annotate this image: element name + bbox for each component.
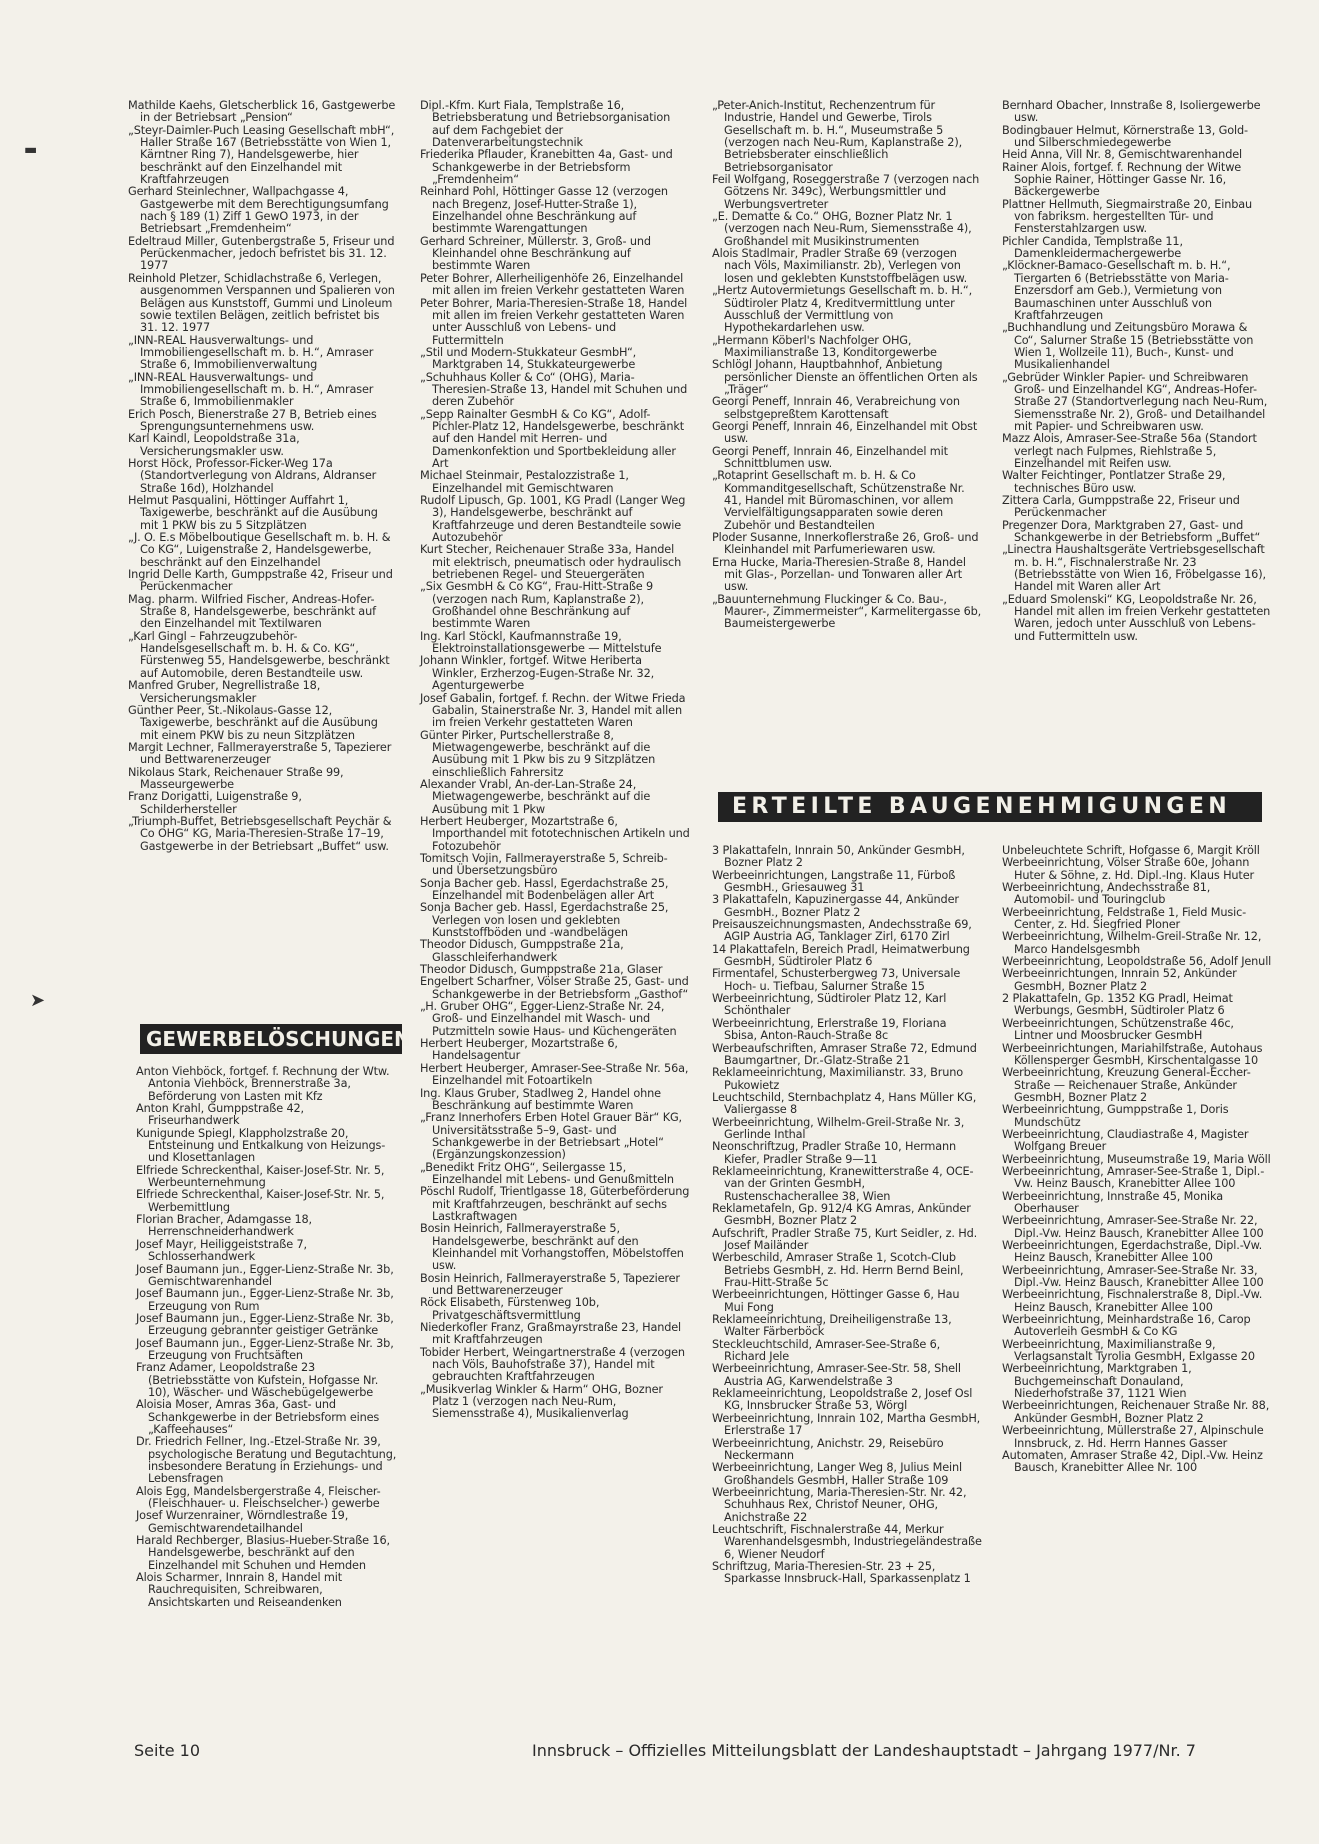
list-entry: Werbeeinrichtungen, Langstraße 11, Fürboß GesmbH., Griesauweg 31 (712, 868, 956, 895)
list-entry: Automaten, Amraser Straße 42, Dipl.-Vw. Heinz Bausch, Kranebitter Allee Nr. 100 (1002, 1448, 1263, 1475)
list-entry: „Steyr-Daimler-Puch Leasing Gesellschaft mbH“, Haller Straße 167 (Betriebsstätte von Wien 1, Kärntner Ring 7), Handelsgewerbe, hier beschränkt auf den Einzelhandel mit Kraftfahrzeugen (128, 123, 395, 187)
list-entry: Josef Mayr, Heiliggeiststraße 7, Schlosserhandwerk (136, 1237, 307, 1264)
footer-title: Innsbruck – Offizielles Mitteilungsblatt der Landeshauptstadt – Jahrgang 1977/Nr. 7 (532, 1741, 1196, 1760)
list-entry: „Gebrüder Winkler Papier- und Schreibwaren Groß- und Einzelhandel KG“, Andreas-Hofer-Straße 27 (Standortverlegung nach Neu-Rum, Siemensstraße Nr. 2), Groß- und Detailhandel mit Papier- und Schreibwaren usw. (1002, 370, 1268, 433)
list-entry: Mag. pharm. Wilfried Fischer, Andreas-Hofer-Straße 8, Handelsgewerbe, beschränkt auf den Einzelhandel mit Textilwaren (128, 592, 376, 631)
list-entry: Werbeeinrichtung, Museumstraße 19, Maria Wöll (1002, 1152, 1271, 1166)
list-entry: Bodingbauer Helmut, Körnerstraße 13, Gold- und Silberschmiedegewerbe (1002, 123, 1248, 150)
list-entry: Mazz Alois, Amraser-See-Straße 56a (Standort verlegt nach Fulpmes, Riehlstraße 5, Einzelhandel mit Reifen usw. (1002, 432, 1257, 470)
list-entry: „Musikverlag Winkler & Harm“ OHG, Bozner Platz 1 (verzogen nach Neu-Rum, Siemensstraße 4), Musikalienverlag (420, 1382, 663, 1421)
list-entry: Gerhard Schreiner, Müllerstr. 3, Groß- und Kleinhandel ohne Beschränkung auf bestimmte Waren (420, 234, 651, 273)
list-entry: „Buchhandlung und Zeitungsbüro Morawa & Co“, Salurner Straße 15 (Betriebsstätte von Wien 1, Wollzeile 11), Buch-, Kunst- und Musikalienhandel (1002, 321, 1254, 372)
list-entry: „Hertz Autovermietungs Gesellschaft m. b. H.“, Südtiroler Platz 4, Kreditvermittlung unter Ausschluß der Vermittlung von Hypothekardarlehen usw. (712, 284, 973, 335)
list-entry: Ingrid Delle Karth, Gumppstraße 42, Friseur und Perückenmacher (128, 568, 393, 594)
list-entry: Werbeeinrichtungen, Höttinger Gasse 6, Hau Mui Fong (712, 1288, 960, 1314)
list-entry: Günther Peer, St.-Nikolaus-Gasse 12, Taxigewerbe, beschränkt auf die Ausübung mit einem PKW bis zu neun Sitzplätzen (128, 703, 378, 742)
list-entry: Edeltraud Miller, Gutenbergstraße 5, Friseur und Perückenmacher, jedoch befristet bis 31. 12. 1977 (128, 234, 395, 273)
list-entry: Franz Dorigatti, Luigenstraße 9, Schilderhersteller (128, 790, 302, 816)
list-entry: Bosin Heinrich, Fallmerayerstraße 5, Tapezierer und Bettwarenerzeuger (420, 1271, 680, 1297)
list-entry: Sonja Bacher geb. Hassl, Egerdachstraße 25, Einzelhandel mit Bodenbelägen aller Art (420, 876, 669, 902)
list-entry: Walter Feichtinger, Pontlatzer Straße 29, technisches Büro usw. (1002, 469, 1226, 495)
list-entry: „INN-REAL Hausverwaltungs- und Immobiliengesellschaft m. b. H.“, Amraser Straße 6, Immobilienmakler (128, 370, 374, 409)
list-entry: Zittera Carla, Gumppstraße 22, Friseur und Perückenmacher (1002, 494, 1240, 520)
list-entry: Werbeeinrichtung, Amraser-See-Str. 58, Shell Austria AG, Karwendelstraße 3 (712, 1362, 961, 1388)
column-3-top (712, 100, 982, 631)
list-entry: Manfred Gruber, Negrellistraße 18, Versicherungsmakler (128, 679, 321, 705)
list-entry: Aloisia Moser, Amras 36a, Gast- und Schankgewerbe in der Betriebsform eines „Kaffeehauses“ (136, 1398, 380, 1436)
column-1-top (128, 100, 398, 853)
list-entry: „Linectra Haushaltsgeräte Vertriebsgesellschaft m. b. H.“, Fischnalerstraße Nr. 23 (Betriebsstätte von Wien 16, Fröbelgasse 16), Handel mit Waren aller Art (1002, 543, 1266, 594)
list-entry: Peter Bohrer, Maria-Theresien-Straße 18, Handel mit allen im freien Verkehr gestatteten Waren unter Ausschluß von Lebens- und Futtermitteln (420, 296, 688, 347)
list-entry: Werbeaufschriften, Amraser Straße 72, Edmund Baumgartner, Dr.-Glatz-Straße 21 (712, 1041, 977, 1067)
list-entry: Reklameeinrichtung, Leopoldstraße 2, Josef Osl KG, Innsbrucker Straße 53, Wörgl (712, 1387, 973, 1413)
list-entry: Schriftzug, Maria-Theresien-Str. 23 + 25, Sparkasse Innsbruck-Hall, Sparkassenplatz 1 (712, 1559, 971, 1586)
list-entry: Werbeeinrichtung, Wilhelm-Greil-Straße Nr. 3, Gerlinde Inthal (712, 1115, 965, 1141)
list-entry: Werbeeinrichtung, Wilhelm-Greil-Straße Nr. 12, Marco Handelsgesmbh (1002, 930, 1262, 956)
list-entry: Kunigunde Spiegl, Klappholzstraße 20, Entsteinung und Entkalkung von Heizungs- und Klosettanlagen (136, 1126, 386, 1165)
page-number: Seite 10 (134, 1741, 201, 1760)
list-entry: Georgi Peneff, Innrain 46, Einzelhandel mit Obst usw. (712, 419, 978, 446)
list-entry: Florian Bracher, Adamgasse 18, Herrenschneiderhandwerk (136, 1213, 312, 1239)
list-entry: Werbeeinrichtungen, Schützenstraße 46c, Lintner und Moosbrucker GesmbH (1002, 1016, 1234, 1043)
list-entry: Theodor Didusch, Gumppstraße 21a, Glasschleiferhandwerk (420, 938, 624, 964)
list-entry: „Hermann Köberl's Nachfolger OHG, Maximilianstraße 13, Konditorgewerbe (712, 333, 937, 359)
list-entry: Reklameeinrichtung, Dreiheiligenstraße 13, Walter Färberböck (712, 1313, 952, 1339)
list-entry: „Bauunternehmung Fluckinger & Co. Bau-, Maurer-, Zimmermeister“, Karmelitergasse 6b, Baumeistergewerbe (712, 592, 982, 631)
list-entry: Anton Krahl, Gumppstraße 42, Friseurhandwerk (136, 1102, 305, 1128)
list-entry: Werbeschild, Amraser Straße 1, Scotch-Club Betriebs GesmbH, z. Hd. Herrn Bernd Beinl, Frau-Hitt-Straße 5c (712, 1251, 964, 1290)
list-entry: Georgi Peneff, Innrain 46, Einzelhandel mit Schnittblumen usw. (712, 444, 948, 470)
list-entry: Pöschl Rudolf, Trientlgasse 18, Güterbeförderung mit Kraftfahrzeugen, beschränkt auf sechs Lastkraftwagen (420, 1185, 690, 1223)
list-entry: Werbeeinrichtung, Langer Weg 8, Julius Meinl Großhandels GesmbH, Haller Straße 109 (712, 1461, 962, 1487)
list-entry: Josef Baumann jun., Egger-Lienz-Straße Nr. 3b, Erzeugung gebrannter geistiger Getränke (136, 1311, 394, 1338)
column-2 (420, 100, 690, 1421)
list-entry: Josef Gabalin, fortgef. f. Rechn. der Witwe Frieda Gabalin, Stainerstraße Nr. 3, Handel mit allen im freien Verkehr gestatteten Waren (420, 691, 686, 730)
list-entry: Werbeeinrichtung, Amraser-See-Straße Nr. 22, Dipl.-Vw. Heinz Bausch, Kranebitter Allee 100 (1002, 1214, 1264, 1240)
list-entry: Reklametafeln, Gp. 912/4 KG Amras, Ankünder GesmbH, Bozner Platz 2 (712, 1201, 971, 1228)
list-entry: Alexander Vrabl, An-der-Lan-Straße 24, Mietwagengewerbe, beschränkt auf die Ausübung mit 1 Pkw (420, 777, 651, 816)
column-3-bottom (712, 845, 982, 1586)
list-entry: „Karl Gingl – Fahrzeugzubehör-Handelsgesellschaft m. b. H. & Co. KG“, Fürstenweg 55, Handelsgewerbe, beschränkt auf Automobile, deren Bestandteile usw. (128, 629, 390, 680)
list-entry: Ing. Klaus Gruber, Stadlweg 2, Handel ohne Beschränkung auf bestimmte Waren (420, 1086, 661, 1112)
list-entry: „Stil und Modern-Stukkateur GesmbH“, Marktgraben 14, Stukkateurgewerbe (420, 345, 637, 372)
list-entry: Werbeeinrichtung, Müllerstraße 27, Alpinschule Innsbruck, z. Hd. Herrn Hannes Gasser (1002, 1424, 1264, 1450)
list-entry: Reinhold Pletzer, Schidlachstraße 6, Verlegen, ausgenommen Verspannen und Spalieren von Belägen aus Kunststoff, Gummi und Linoleum sowie textilen Belägen, zeitlich befristet bis 31. 12. 1977 (128, 271, 395, 335)
list-entry: 3 Plakattafeln, Kapuzinergasse 44, Ankünder GesmbH., Bozner Platz 2 (712, 893, 959, 919)
list-entry: Herbert Heuberger, Mozartstraße 6, Importhandel mit fototechnischen Artikeln und Fotozubehör (420, 814, 690, 853)
list-entry: Leuchtschild, Sternbachplatz 4, Hans Müller KG, Valiergasse 8 (712, 1090, 977, 1117)
list-entry: Engelbert Scharfner, Völser Straße 25, Gast- und Schankgewerbe in der Betriebsform „Gasthof“ (420, 975, 689, 1001)
list-entry: Alois Scharmer, Innrain 8, Handel mit Rauchrequisiten, Schreibwaren, Ansichtskarten und Reiseandenken (136, 1571, 343, 1609)
list-entry: Kurt Stecher, Reichenauer Straße 33a, Handel mit elektrisch, pneumatisch oder hydraulisch betriebenen Regel- und Steuergeräten (420, 543, 682, 582)
list-entry: Bosin Heinrich, Fallmerayerstraße 5, Handelsgewerbe, beschränkt auf den Kleinhandel mit Vorhangstoffen, Möbelstoffen usw. (420, 1222, 684, 1273)
list-entry: Werbeeinrichtung, Amraser-See-Straße 1, Dipl.-Vw. Heinz Bausch, Kranebitter Allee 100 (1002, 1164, 1265, 1191)
margin-arrow-mark: ➤ (30, 990, 46, 1011)
list-entry: Alois Stadlmair, Pradler Straße 69 (verzogen nach Völs, Maximilianstr. 2b), Verlegen von losen und geklebten Kunststoffbelägen usw. (712, 247, 968, 285)
list-entry: Preisauszeichnungsmasten, Andechsstraße 69, AGIP Austria AG, Tanklager Zirl, 6170 Zirl (712, 918, 972, 944)
list-entry: „Triumph-Buffet, Betriebsgesellschaft Peychär & Co OHG“ KG, Maria-Theresien-Straße 17–19, Gastgewerbe in der Betriebsart „Buffet“ usw. (128, 814, 392, 853)
list-entry: Aufschrift, Pradler Straße 75, Kurt Seidler, z. Hd. Josef Mailänder (712, 1226, 978, 1252)
list-entry: Rudolf Lipusch, Gp. 1001, KG Pradl (Langer Weg 3), Handelsgewerbe, beschränkt auf Kraftfahrzeuge und deren Bestandteile sowie Autozubehör (420, 494, 686, 545)
list-entry: Josef Wurzenrainer, Wörndlestraße 19, Gemischtwarendetailhandel (136, 1509, 349, 1535)
list-entry: Reklameeinrichtung, Kranewitterstraße 4, OCE-van der Grinten GesmbH, Rustenschacherallee 38, Wien (712, 1164, 974, 1203)
list-entry: Werbeeinrichtung, Erlerstraße 19, Floriana Sbisa, Anton-Rauch-Straße 8c (712, 1016, 947, 1043)
list-entry: „Franz Innerhofers Erben Hotel Grauer Bär“ KG, Universitätsstraße 5–9, Gast- und Schankgewerbe in der Betriebsart „Hotel“ (Ergänzungskonzession) (420, 1111, 682, 1162)
list-entry: Werbeeinrichtung, Andechsstraße 81, Automobil- und Touringclub (1002, 881, 1211, 907)
list-entry: Ing. Karl Stöckl, Kaufmannstraße 19, Elektroinstallationsgewerbe — Mittelstufe (420, 629, 662, 656)
list-entry: Josef Baumann jun., Egger-Lienz-Straße Nr. 3b, Gemischtwarenhandel (136, 1262, 394, 1288)
list-entry: Elfriede Schreckenthal, Kaiser-Josef-Str. Nr. 5, Werbeunternehmung (136, 1163, 385, 1190)
list-entry: Pregenzer Dora, Marktgraben 27, Gast- und Schankgewerbe in der Betriebsform „Buffet“ (1002, 518, 1261, 545)
list-entry: Dr. Friedrich Fellner, Ing.-Etzel-Straße Nr. 39, psychologische Beratung und Begutachtung, insbesondere Beratung in Erziehungs- und Lebensfragen (136, 1435, 397, 1486)
list-entry: Tobider Herbert, Weingartnerstraße 4 (verzogen nach Völs, Bauhofstraße 37), Handel mit gebrauchten Kraftfahrzeugen (420, 1345, 685, 1384)
list-entry: Herbert Heuberger, Amraser-See-Straße Nr. 56a, Einzelhandel mit Fotoartikeln (420, 1061, 689, 1088)
list-entry: Anton Viehböck, fortgef. f. Rechnung der Wtw. Antonia Viehböck, Brennerstraße 3a, Beförderung von Lasten mit Kfz (136, 1065, 390, 1103)
list-entry: Pichler Candida, Templstraße 11, Damenkleidermachergewerbe (1002, 234, 1183, 261)
margin-dash-mark: ▬ (24, 142, 38, 158)
list-entry: „Eduard Smolenski“ KG, Leopoldstraße Nr. 26, Handel mit allen im freien Verkehr gestatteten Waren, jedoch unter Ausschluß von Lebens- und Futtermitteln usw. (1002, 592, 1271, 643)
list-entry: 2 Plakattafeln, Gp. 1352 KG Pradl, Heimat Werbungs, GesmbH, Südtiroler Platz 6 (1002, 992, 1233, 1018)
list-entry: „J. O. E.s Möbelboutique Gesellschaft m. b. H. & Co KG“, Luigenstraße 2, Handelsgewerbe, beschränkt auf den Einzelhandel (128, 531, 391, 569)
list-entry: Margit Lechner, Fallmerayerstraße 5, Tapezierer und Bettwarenerzeuger (128, 740, 392, 767)
list-entry: Harald Rechberger, Blasius-Hueber-Straße 16, Handelsgewerbe, beschränkt auf den Einzelhandel mit Schuhen und Hemden (136, 1534, 390, 1572)
list-entry: Bernhard Obacher, Innstraße 8, Isoliergewerbe usw. (1002, 99, 1261, 125)
list-entry: Werbeeinrichtung, Anichstr. 29, Reisebüro Neckermann (712, 1436, 944, 1462)
list-entry: Niederkofler Franz, Graßmayrstraße 23, Handel mit Kraftfahrzeugen (420, 1321, 682, 1347)
list-entry: Werbeeinrichtungen, Egerdachstraße, Dipl.-Vw. Heinz Bausch, Kranebitter Allee 100 (1002, 1239, 1263, 1265)
list-entry: Leuchtschrift, Fischnalerstraße 44, Merkur Warenhandelsgesmbh, Industriegeländestraße 6, Wiener Neudorf (712, 1522, 982, 1561)
list-entry: Werbeeinrichtung, Maria-Theresien-Str. Nr. 42, Schuhhaus Rex, Christof Neuner, OHG, Anichstraße 22 (712, 1485, 967, 1524)
list-entry: Reklameeinrichtung, Maximilianstr. 33, Bruno Pukowietz (712, 1066, 964, 1092)
list-entry: Werbeeinrichtung, Südtiroler Platz 12, Karl Schönthaler (712, 992, 947, 1018)
list-entry: „INN-REAL Hausverwaltungs- und Immobiliengesellschaft m. b. H.“, Amraser Straße 6, Immobilienverwaltung (128, 333, 374, 372)
list-entry: Unbeleuchtete Schrift, Hofgasse 6, Margit Kröll (1002, 844, 1260, 857)
list-entry: Günter Pirker, Purtschellerstraße 8, Mietwagengewerbe, beschränkt auf die Ausübung mit 1 Pkw bis zu 9 Sitzplätzen einschließlich Fahrersitz (420, 728, 656, 779)
list-entry: Erna Hucke, Maria-Theresien-Straße 8, Handel mit Glas-, Porzellan- und Tonwaren aller Art usw. (712, 555, 966, 594)
list-entry: Elfriede Schreckenthal, Kaiser-Josef-Str. Nr. 5, Werbemittlung (136, 1188, 385, 1214)
column-4-bottom (1002, 845, 1272, 1475)
list-entry: Werbeeinrichtung, Kreuzung General-Eccher-Straße — Reichenauer Straße, Ankünder GesmbH, Bozner Platz 2 (1002, 1066, 1251, 1104)
list-entry: Werbeeinrichtung, Fischnalerstraße 8, Dipl.-Vw. Heinz Bausch, Kranebitter Allee 100 (1002, 1288, 1263, 1314)
list-entry: „Peter-Anich-Institut, Rechenzentrum für Industrie, Handel und Gewerbe, Tirols Gesellschaft m. b. H.“, Museumstraße 5 (verzogen nach Neu-Rum, Kaplanstraße 2), Betriebsberater einschließlich Betriebsorganisator (712, 99, 963, 174)
column-4-top (1002, 100, 1272, 643)
list-entry: Werbeeinrichtung, Maximilianstraße 9, Verlagsanstalt Tyrolia GesmbH, Exlgasse 20 (1002, 1337, 1255, 1364)
column-1-bottom (136, 1066, 398, 1609)
list-entry: Werbeeinrichtung, Claudiastraße 4, Magister Wolfgang Breuer (1002, 1127, 1249, 1154)
list-entry: Friederika Pflauder, Kranebitten 4a, Gast- und Schankgewerbe in der Betriebsform „Fremdenheim“ (420, 148, 673, 187)
list-entry: Plattner Hellmuth, Siegmairstraße 20, Einbau von fabriksm. hergestellten Tür- und Fensterstahlzargen usw. (1002, 197, 1253, 236)
list-entry: Ploder Susanne, Innerkoflerstraße 26, Groß- und Kleinhandel mit Parfumeriewaren usw. (712, 531, 979, 557)
list-entry: Alois Egg, Mandelsbergerstraße 4, Fleischer-(Fleischhauer- u. Fleischselcher-) gewerbe (136, 1484, 381, 1511)
list-entry: „Rotaprint Gesellschaft m. b. H. & Co Kommanditgesellschaft, Schützenstraße Nr. 41, Handel mit Büromaschinen, vor allem Vervielfältigungsapparaten sowie deren Zubehör und Bestandteilen (712, 469, 965, 532)
baugenehmigungen-heading: ERTEILTE BAUGENEHMIGUNGEN (718, 792, 1262, 822)
list-entry: Dipl.-Kfm. Kurt Fiala, Templstraße 16, Betriebsberatung und Betriebsorganisation auf dem Fachgebiet der Datenverarbeitungstechnik (420, 99, 671, 150)
list-entry: Steckleuchtschild, Amraser-See-Straße 6, Richard Jele (712, 1337, 941, 1364)
list-entry: Werbeeinrichtungen, Innrain 52, Ankünder GesmbH, Bozner Platz 2 (1002, 967, 1237, 993)
list-entry: Michael Steinmair, Pestalozzistraße 1, Einzelhandel mit Gemischtwaren (420, 469, 629, 495)
list-entry: Georgi Peneff, Innrain 46, Verabreichung von selbstgepreßtem Karottensaft (712, 395, 960, 421)
list-entry: „E. Dematte & Co.“ OHG, Bozner Platz Nr. 1 (verzogen nach Neu-Rum, Siemensstraße 4), Großhandel mit Musikinstrumenten (712, 210, 972, 248)
list-entry: Werbeeinrichtung, Innrain 102, Martha GesmbH, Erlerstraße 17 (712, 1411, 981, 1438)
list-entry: Mathilde Kaehs, Gletscherblick 16, Gastgewerbe in der Betriebsart „Pension“ (128, 99, 396, 125)
list-entry: Werbeeinrichtung, Leopoldstraße 56, Adolf Jenull (1002, 955, 1272, 969)
list-entry: Feil Wolfgang, Roseggerstraße 7 (verzogen nach Götzens Nr. 349c), Werbungsmittler und Werbungsvertreter (712, 173, 980, 211)
list-entry: Josef Baumann jun., Egger-Lienz-Straße Nr. 3b, Erzeugung von Rum (136, 1287, 394, 1313)
list-entry: Johann Winkler, fortgef. Witwe Heriberta Winkler, Erzherzog-Eugen-Straße Nr. 32, Agenturgewerbe (420, 654, 655, 693)
list-entry: Nikolaus Stark, Reichenauer Straße 99, Masseurgewerbe (128, 765, 344, 791)
list-entry: „Benedikt Fritz OHG“, Seilergasse 15, Einzelhandel mit Lebens- und Genußmitteln (420, 1160, 674, 1186)
list-entry: Horst Höck, Professor-Ficker-Weg 17a (Standortverlegung von Aldrans, Aldranser Straße 16d), Holzhandel (128, 456, 377, 495)
list-entry: Werbeeinrichtung, Marktgraben 1, Buchgemeinschaft Donauland, Niederhofstraße 37, 1121 Wien (1002, 1362, 1192, 1401)
list-entry: Röck Elisabeth, Fürstenweg 10b, Privatgeschäftsvermittlung (420, 1296, 600, 1322)
gewerbeloeschungen-heading: GEWERBELÖSCHUNGEN (140, 1024, 402, 1054)
list-entry: Firmentafel, Schusterbergweg 73, Universale Hoch- u. Tiefbau, Salurner Straße 15 (712, 967, 961, 993)
list-entry: „Six GesmbH & Co KG“, Frau-Hitt-Straße 9 (verzogen nach Rum, Kaplanstraße 2), Großhandel ohne Beschränkung auf bestimmte Waren (420, 580, 654, 631)
list-entry: „Sepp Rainalter GesmbH & Co KG“, Adolf-Pichler-Platz 12, Handelsgewerbe, beschränkt auf den Handel mit Herren- und Damenkonfektion und Sportbekleidung aller Art (420, 407, 684, 470)
list-entry: Peter Bohrer, Allerheiligenhöfe 26, Einzelhandel mit allen im freien Verkehr gestatteten Waren (420, 271, 685, 298)
list-entry: Karl Kaindl, Leopoldstraße 31a, Versicherungsmakler usw. (128, 432, 300, 458)
list-entry: Tomitsch Vojin, Fallmerayerstraße 5, Schreib- und Übersetzungsbüro (420, 851, 668, 878)
list-entry: Rainer Alois, fortgef. f. Rechnung der Witwe Sophie Rainer, Höttinger Gasse Nr. 16, Bäckergewerbe (1002, 160, 1242, 199)
list-entry: 3 Plakattafeln, Innrain 50, Ankünder GesmbH, Bozner Platz 2 (712, 844, 965, 870)
list-entry: „H. Gruber OHG“, Egger-Lienz-Straße Nr. 24, Groß- und Einzelhandel mit Wasch- und Putzmitteln sowie Haus- und Küchengeräten (420, 1000, 677, 1038)
list-entry: Erich Posch, Bienerstraße 27 B, Betrieb eines Sprengungsunternehmens usw. (128, 407, 377, 433)
list-entry: Reinhard Pohl, Höttinger Gasse 12 (verzogen nach Bregenz, Josef-Hutter-Straße 1), Einzelhandel ohne Beschränkung auf bestimmte Warengattungen (420, 185, 668, 236)
list-entry: „Schuhhaus Koller & Co“ (OHG), Maria-Theresien-Straße 13, Handel mit Schuhen und deren Zubehör (420, 370, 688, 409)
list-entry: Werbeeinrichtung, Gumppstraße 1, Doris Mundschütz (1002, 1103, 1229, 1129)
list-entry: Werbeeinrichtung, Innstraße 45, Monika Oberhauser (1002, 1189, 1223, 1215)
list-entry: Heid Anna, Vill Nr. 8, Gemischtwarenhandel (1002, 148, 1242, 162)
list-entry: Werbeeinrichtung, Meinhardstraße 16, Carop Autoverleih GesmbH & Co KG (1002, 1313, 1251, 1339)
list-entry: Werbeeinrichtungen, Mariahilfstraße, Autohaus Köllensperger GesmbH, Kirschentalgasse 10 (1002, 1041, 1263, 1067)
list-entry: Gerhard Steinlechner, Wallpachgasse 4, Gastgewerbe mit dem Berechtigungsumfang nach § 189 (1) Ziff 1 GewO 1973, in der Betriebsart „Fremdenheim“ (128, 185, 389, 236)
list-entry: Werbeeinrichtung, Amraser-See-Straße Nr. 33, Dipl.-Vw. Heinz Bausch, Kranebitter Allee 100 (1002, 1263, 1264, 1290)
list-entry: Herbert Heuberger, Mozartstraße 6, Handelsagentur (420, 1037, 618, 1063)
list-entry: Schlögl Johann, Hauptbahnhof, Anbietung persönlicher Dienste an öffentlichen Orten als „Träger“ (712, 358, 978, 396)
list-entry: Josef Baumann jun., Egger-Lienz-Straße Nr. 3b, Erzeugung von Fruchtsäften (136, 1336, 394, 1362)
list-entry: Franz Adamer, Leopoldstraße 23 (Betriebsstätte von Kufstein, Hofgasse Nr. 10), Wäscher- und Wäschebügelgewerbe (136, 1361, 379, 1399)
list-entry: Theodor Didusch, Gumppstraße 21a, Glaser (420, 963, 663, 977)
list-entry: „Klöckner-Bamaco-Gesellschaft m. b. H.“, Tiergarten 6 (Betriebsstätte von Maria-Enzersdorf am Geb.), Vermietung von Baumaschinen unter Ausschluß von Kraftfahrzeugen (1002, 259, 1231, 322)
list-entry: Werbeeinrichtung, Völser Straße 60e, Johann Huter & Söhne, z. Hd. Dipl.-Ing. Klaus Huter (1002, 856, 1255, 882)
list-entry: Neonschriftzug, Pradler Straße 10, Hermann Kiefer, Pradler Straße 9—11 (712, 1140, 957, 1166)
list-entry: Werbeeinrichtung, Feldstraße 1, Field Music-Center, z. Hd. Siegfried Ploner (1002, 905, 1247, 932)
list-entry: Sonja Bacher geb. Hassl, Egerdachstraße 25, Verlegen von losen und geklebten Kunststoffböden und -wandbelägen (420, 901, 669, 940)
list-entry: 14 Plakattafeln, Bereich Pradl, Heimatwerbung GesmbH, Südtiroler Platz 6 (712, 942, 970, 969)
list-entry: Werbeeinrichtungen, Reichenauer Straße Nr. 88, Ankünder GesmbH, Bozner Platz 2 (1002, 1399, 1270, 1425)
list-entry: Helmut Pasqualini, Höttinger Auffahrt 1, Taxigewerbe, beschränkt auf die Ausübung mit 1 PKW bis zu 5 Sitzplätzen (128, 494, 378, 532)
